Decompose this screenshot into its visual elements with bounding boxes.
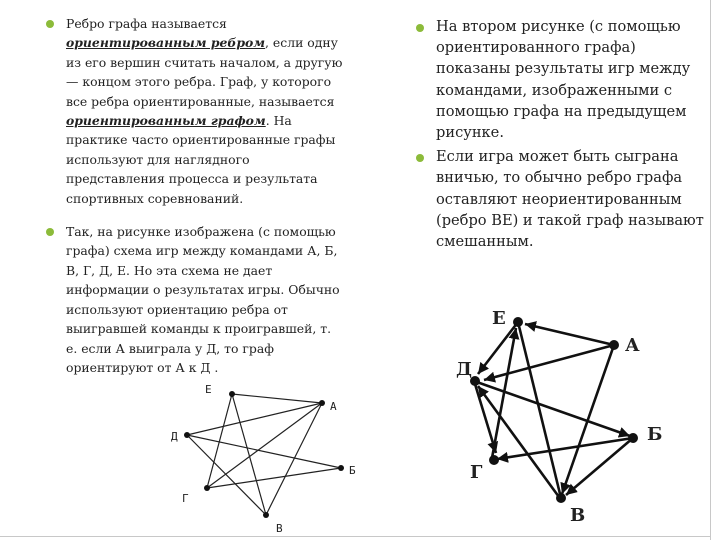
edge-a-to-e: [525, 324, 614, 345]
edge-a-v: [266, 403, 322, 515]
edge-e-a: [232, 394, 322, 403]
node-v-2: [556, 493, 566, 503]
edge-d-b: [187, 435, 341, 468]
edge-a-g: [207, 403, 322, 488]
term-oriented-edge: ориентированным ребром: [66, 35, 266, 51]
label-v-1: В: [276, 522, 283, 535]
left-bullet-2: Так, на рисунке изображена (с помощью графа) схема игр между командами А, Б, В, Г, Д, Е. Но эта схема не дает информации о результатах игры. Обычно используют ориентацию ребра от выигравшей команды к проигравшей, т. е. если А выиграла у Д, то граф ориентируют от А к Д .: [44, 222, 344, 377]
node-e-2: [513, 317, 523, 327]
label-b-2: Б: [647, 424, 663, 445]
label-v-2: В: [570, 505, 586, 526]
label-g-2: Г: [470, 462, 483, 483]
node-b-2: [628, 433, 638, 443]
label-a-2: А: [625, 335, 640, 356]
edge-e-g: [207, 394, 232, 488]
edge-a-to-d: [484, 345, 614, 380]
label-d-2: Д: [456, 359, 473, 380]
node-e: [229, 391, 235, 397]
edge-a-to-v: [562, 345, 614, 494]
node-d: [184, 432, 190, 438]
node-v: [263, 512, 269, 518]
edge-g-to-e: [492, 328, 516, 458]
left-bullet-1: Ребро графа называется ориентированным ребром, если одну из его вершин считать началом, а другую — концом этого ребра. Граф, у которого все ребра ориентированные, называется ориентированным графом. На практике часто ориентированные графы используют для наглядного представления процесса и результата спортивных соревнований.: [44, 14, 344, 208]
node-g: [204, 485, 210, 491]
edge-e-v: [232, 394, 266, 515]
graph-2: [456, 308, 662, 526]
node-a: [319, 400, 325, 406]
right-bullet-1: На втором рисунке (с помощью ориентированного графа) показаны результаты игр между командами, изображенными с помощью графа на предыдущем рисунке.: [414, 16, 709, 143]
graph-1: [171, 383, 356, 535]
term-oriented-graph: ориентированным графом: [66, 113, 266, 129]
edge-a-d: [187, 403, 322, 435]
label-a-1: А: [330, 400, 337, 413]
label-e-1: Е: [205, 383, 212, 396]
right-bullet-2: Если игра может быть сыграна вничью, то обычно ребро графа оставляют неориентированным (ребро ВЕ) и такой граф называют смешанным.: [414, 146, 709, 252]
label-e-2: Е: [492, 308, 506, 329]
node-a-2: [609, 340, 619, 350]
label-b-1: Б: [349, 464, 356, 477]
node-b: [338, 465, 344, 471]
node-g-2: [489, 455, 499, 465]
edge-g-b: [207, 468, 341, 488]
label-d-1: Д: [171, 430, 178, 443]
label-g-1: Г: [182, 492, 189, 505]
